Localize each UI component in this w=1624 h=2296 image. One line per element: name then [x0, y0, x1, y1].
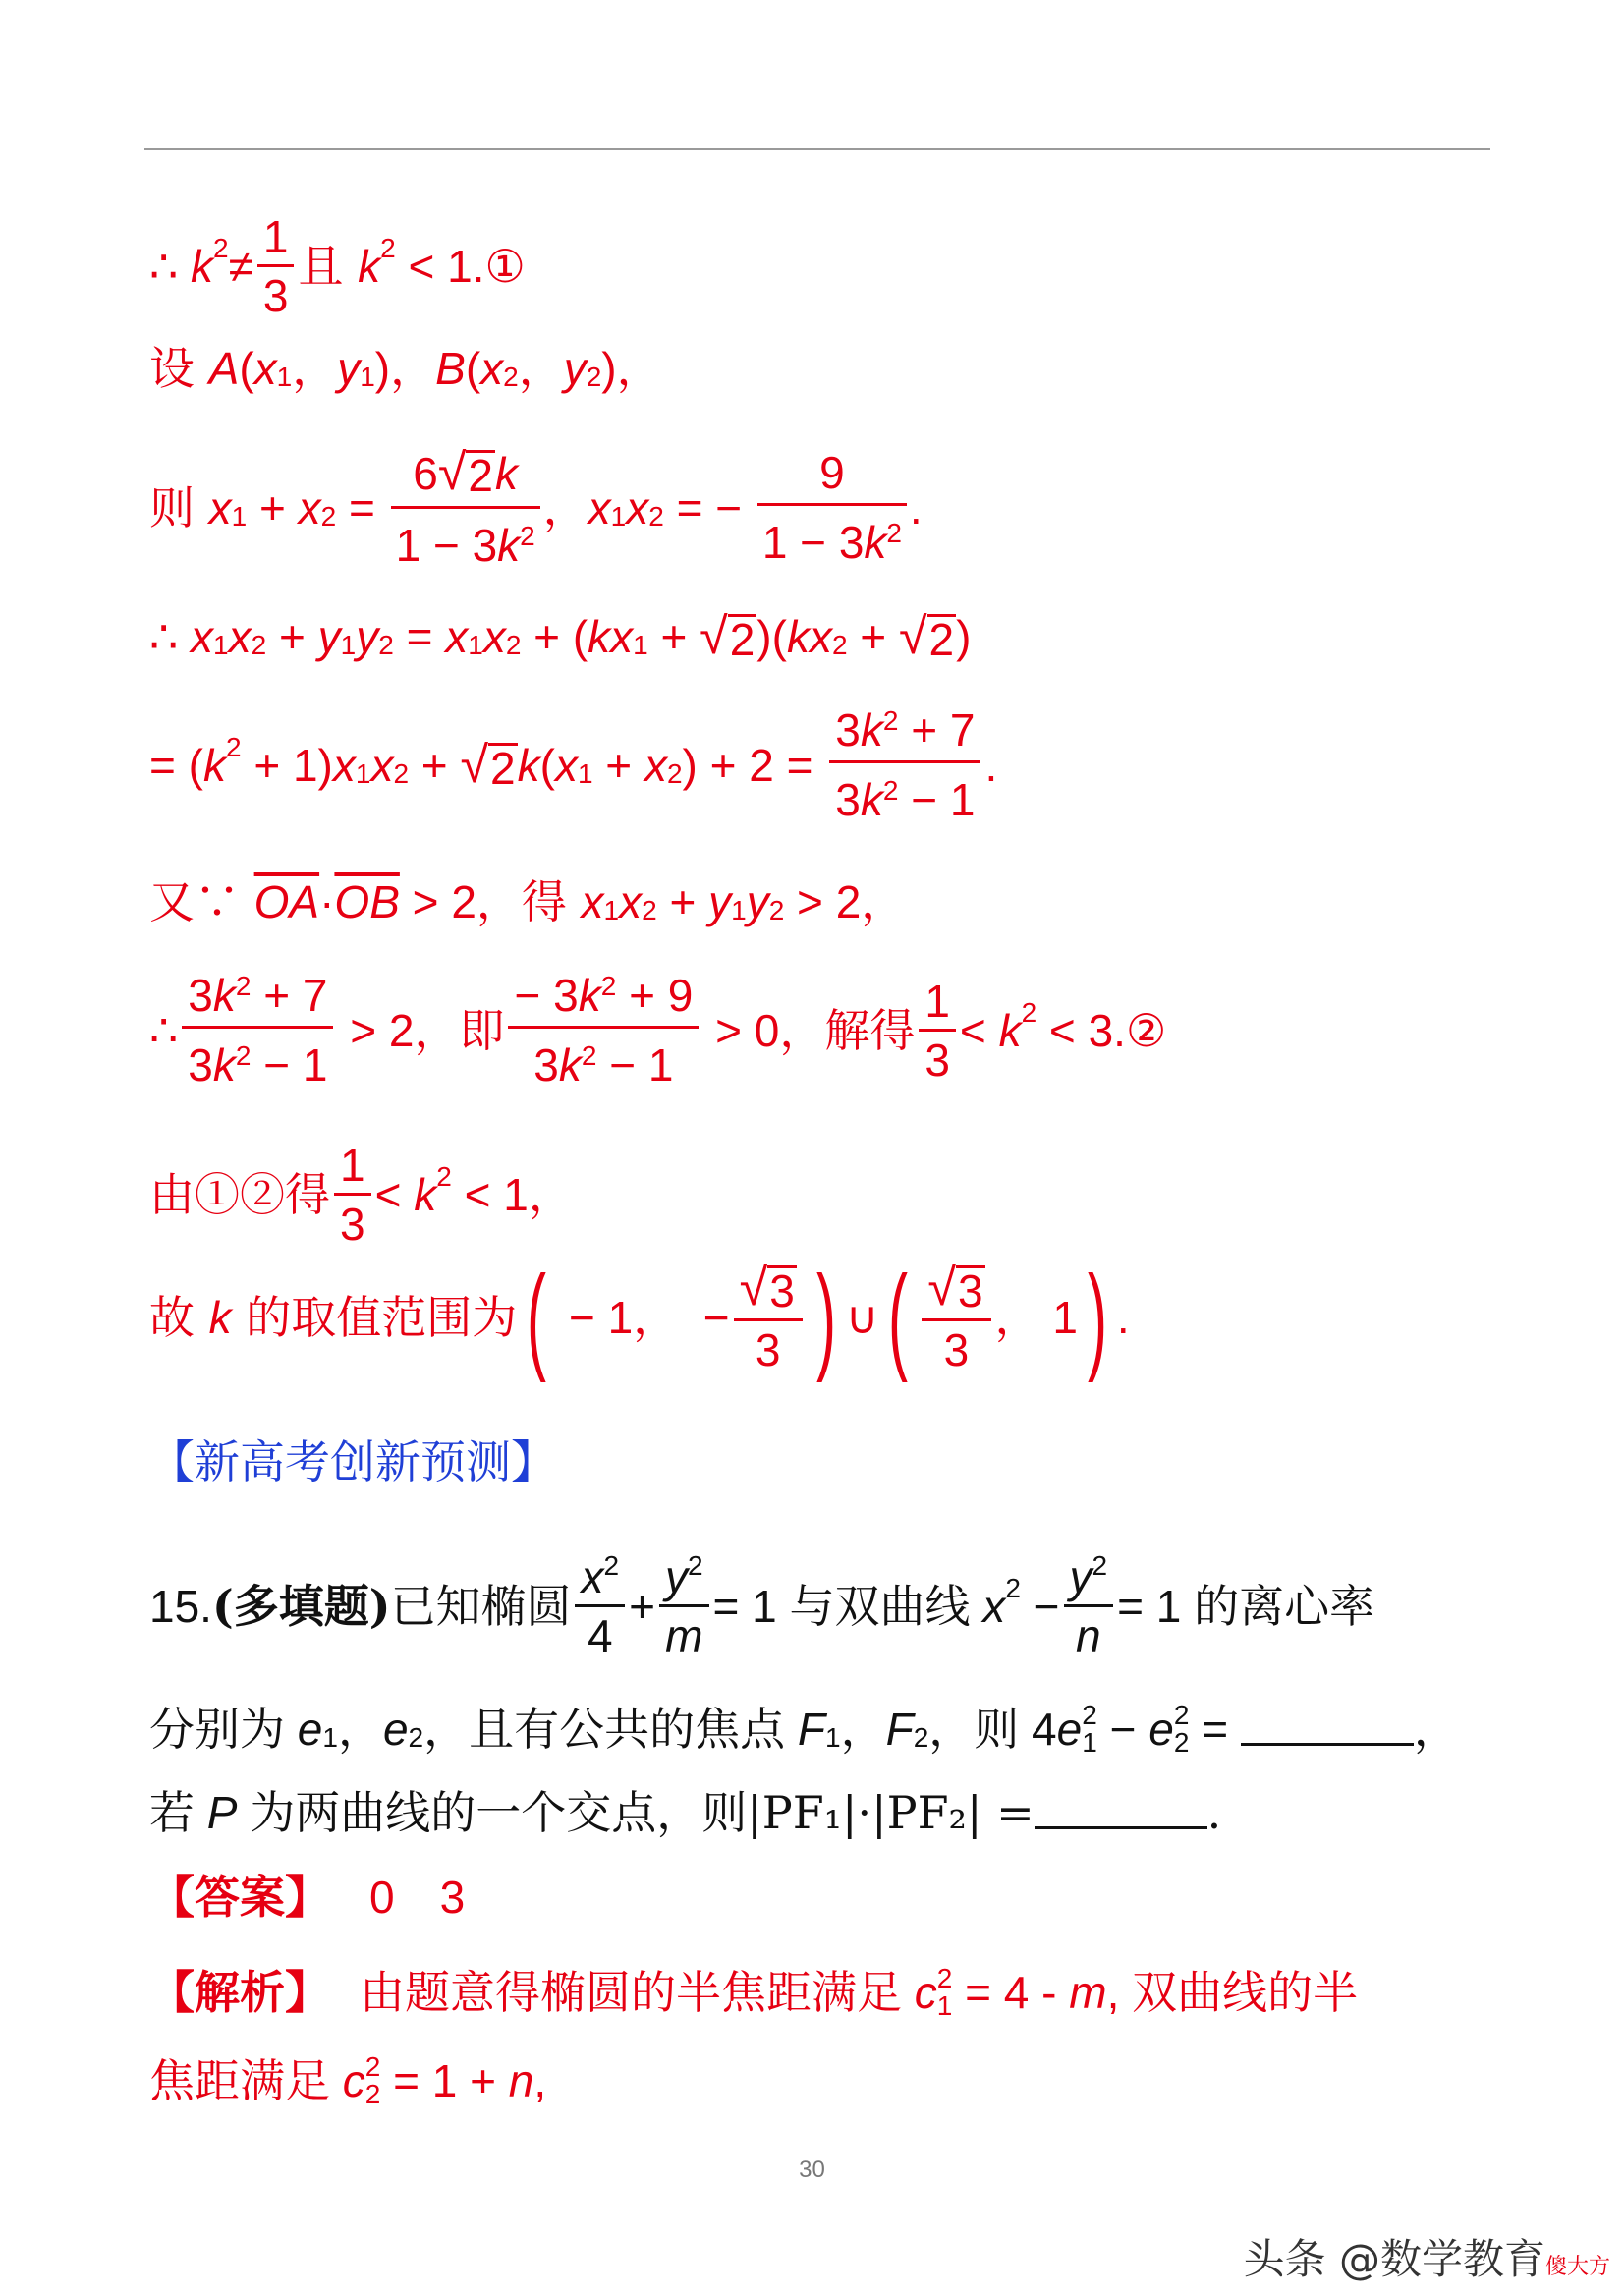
line-2: 设 A ( x 1 ， y 1 ) ， B ( x 2 ， y 2 ) ，	[149, 342, 662, 395]
problem-15-line-1: 15. (多填题) 已知椭圆 $\frac{x^2}{4}$ + $\frac{y^2}{m}$ = 1 与双曲线 x 2 − $\frac{y^2}{n}$ = 1 的离心率	[149, 1550, 1375, 1661]
answer-blank-1	[1241, 1713, 1414, 1746]
page-number: 30	[799, 2156, 825, 2183]
line-1: ∴ k 2 ≠ $\frac{1}{3}$ 且 k 2 < 1.①	[149, 211, 526, 321]
problem-15-line-3: 若 P 为两曲线的一个交点，则|PF₁|·|PF₂| = .	[149, 1786, 1222, 1839]
line-3: 则 x 1 + x 2 = 6 √ 2 k $1 - 3k^2$ ， x 1 x 2 = − $\frac{9}{1 - 3k^2}$ .	[149, 444, 923, 571]
problem-15-line-2: 分别为 e 1 ， e 2 ，且有公共的焦点 F 1 ， F 2 ，则 4 e 2 1 − e 2 2 = ，	[149, 1700, 1459, 1758]
answer-line	[149, 1871, 466, 1924]
answer-label: 【答案】	[149, 1871, 330, 1924]
line-9: 故 k 的取值范围为 ( − 1， − √ 3 3 ) ∪ ( √ 3 3 ， 1 ) .	[149, 1252, 1130, 1383]
line-7: ∴ $\frac{3k^2 + 7}{3k^2 - 1}$ > 2 ，即 $\frac{- 3k^2 + 9}{3k^2 - 1}$ > 0 ，解得 $\frac{1}{3}$ < k 2 < 3.②	[149, 970, 1167, 1091]
problem-number: 15.	[149, 1581, 212, 1632]
line-6: 又∵ $\overline{OA}$ · $\overline{OB}$ > 2 ，得 x 1 x 2 + y 1 y 2 > 2 ，	[149, 875, 907, 928]
analysis-line-1: 【解析】 由题意得椭圆的半焦距满足 c 2 1 = 4 - m , 双曲线的半	[149, 1963, 1359, 2021]
section-title: 【新高考创新预测】	[149, 1435, 556, 1488]
problem-tag: (多填题)	[211, 1580, 391, 1633]
line-4: ∴ x 1 x 2 + y 1 y 2 = x 1 x 2 + ( kx 1 + √ 2 )( kx 2 + √ 2 )	[149, 608, 972, 665]
analysis-label: 【解析】	[149, 1966, 330, 2019]
analysis-line-2: 焦距满足 c 2 2 = 1 + n ,	[149, 2051, 547, 2109]
watermark: 头条 @数学教育傻大方	[1243, 2235, 1610, 2283]
line-8: 由①②得 $\frac{1}{3}$ < k 2 < 1 ，	[149, 1140, 574, 1250]
answer-values: 0 3	[369, 1872, 466, 1923]
line-5: = ( k 2 + 1) x 1 x 2 + √ 2 k ( x 1 + x 2 ) + 2 = $\frac{3k^2 + 7}{3k^2 - 1}$ .	[149, 704, 998, 825]
answer-blank-2	[1035, 1797, 1207, 1829]
header-rule	[144, 148, 1490, 150]
